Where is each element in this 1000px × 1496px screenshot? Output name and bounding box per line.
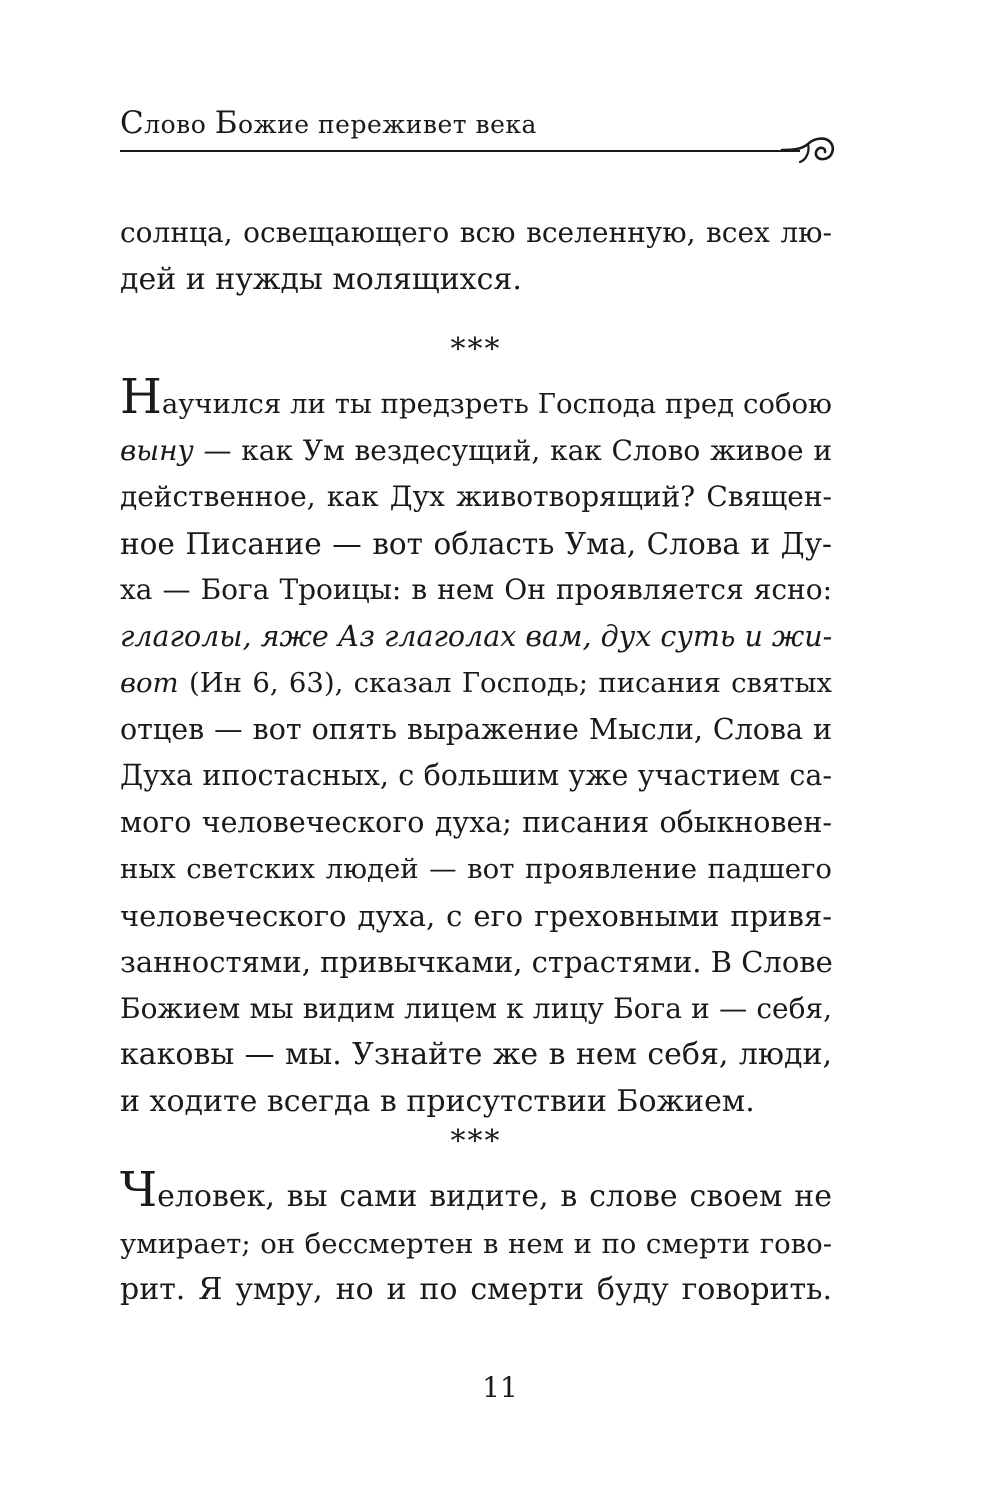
running-header — [120, 105, 835, 164]
text-segment: (Ин 6, 63), сказал Господь; писания святых — [178, 667, 832, 699]
drop-cap: Ч — [120, 1162, 158, 1218]
text-line — [120, 1162, 832, 1221]
text-line — [120, 660, 832, 707]
paragraph-2 — [120, 369, 833, 1125]
italic-text: выну — [120, 433, 194, 467]
text-segment: — как Ум вездесущий, как Слово живое и — [193, 433, 832, 467]
section-separator: *** — [450, 1124, 502, 1159]
text-line: и ходите всегда в присутствии Божием. — [120, 1083, 755, 1119]
text-segment: еловек, вы сами видите, в слове своем не — [157, 1179, 832, 1214]
text-line: солнца, освещающего всю вселенную, всех лю- — [120, 216, 832, 249]
text-line: отцев — вот опять выражение Мысли, Слова и — [120, 712, 832, 746]
text-line — [120, 614, 832, 661]
text-line: каковы — мы. Узнайте же в нем себя, люди, — [120, 1037, 832, 1072]
text-line: действенное, как Дух животворящий? Священ- — [120, 480, 832, 513]
text-segment: аучился ли ты предзреть Господа пред собою — [161, 388, 832, 420]
text-line: Духа ипостасных, с большим уже участием са- — [120, 759, 832, 792]
paragraph-3 — [120, 1162, 832, 1314]
text-line: ха — Бога Троицы: в нем Он проявляется ясно: — [120, 573, 832, 606]
text-line — [120, 369, 832, 428]
text-line: умирает; он бессмертен в нем и по смерти гово- — [120, 1227, 832, 1260]
header-cap-1: С — [120, 105, 145, 141]
running-header-title — [120, 105, 537, 141]
header-text-2: ожие переживет века — [238, 110, 537, 139]
italic-text: глаголы, яже Аз глаголах вам, дух суть и жи- — [120, 619, 833, 653]
text-line: рит. Я умру, но и по смерти буду говорить. — [120, 1272, 832, 1307]
italic-text: вот — [120, 667, 179, 699]
section-separator: *** — [450, 332, 502, 367]
header-text-1: лово — [144, 110, 215, 139]
header-rule — [120, 150, 800, 152]
text-line: человеческого духа, с его греховными привя- — [120, 898, 832, 933]
text-line: занностями, привычками, страстями. В Слове — [120, 945, 833, 979]
drop-cap: Н — [120, 369, 162, 425]
page-number: 11 — [482, 1371, 518, 1404]
text-line: ное Писание — вот область Ума, Слова и Ду- — [120, 526, 832, 561]
paragraph-continued — [120, 210, 832, 303]
text-line: мого человеческого духа; писания обыкновен- — [120, 805, 832, 839]
text-line: ных светских людей — вот проявление падшего — [120, 853, 832, 885]
text-line: дей и нужды молящихся. — [120, 261, 522, 297]
header-cap-2: Б — [214, 105, 239, 141]
text-line: Божием мы видим лицем к лицу Бога и — себя, — [120, 991, 832, 1025]
scroll-ornament-icon — [780, 132, 836, 170]
text-line — [120, 428, 832, 475]
